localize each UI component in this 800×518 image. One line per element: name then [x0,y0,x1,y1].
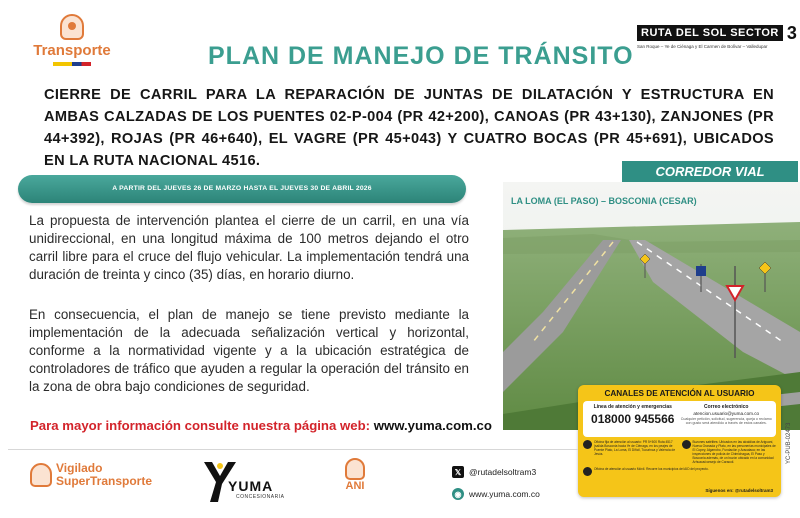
corredor-caption: LA LOMA (EL PASO) – BOSCONIA (CESAR) [511,196,697,206]
office-buzones [682,440,777,464]
canales-title: CANALES DE ATENCIÓN AL USUARIO [604,389,755,398]
email-note: Cualquier petición, solicitud, sugerencia, queja o reclamo con gusto será atendido a través de estos canales. [680,417,772,425]
more-info-lead: Para mayor información consulte nuestra página web: [30,418,371,433]
office-fixed-text: Oficina fija de atención al usuario: PR 5+500 Ruta 4517 (salida Bosconia hacia Ye de Ciénaga, en los peajes de Puente Plato, La Loma, El Difícil, Tucurinca y Valencia de Jesús. [594,440,676,456]
email-label: Correo electrónico [704,404,749,410]
email-column [680,404,774,434]
office-mobile [583,467,776,476]
office-fixed [583,440,678,464]
contact-box [583,401,776,437]
canales-social [705,488,773,493]
phone-label: Línea de atención y emergencias [593,404,672,410]
twitter-handle[interactable]: @rutadelsoltram3 [469,467,537,477]
twitter-row[interactable] [452,463,540,481]
document-code: YC-PUB-02473 [786,422,792,464]
coat-of-arms-icon [60,14,84,40]
phone-number[interactable]: 018000 945566 [591,412,675,426]
sector-number: 3 [786,23,797,43]
yuma-subtitle: CONCESIONARIA [236,494,285,500]
bus-icon [583,467,592,476]
social-handle[interactable]: @rutadelsoltram3 [734,488,773,493]
email-address[interactable]: atencion.usuario@yuma.com.co [693,411,760,416]
ruta-subtitle: San Roque – Ye de Ciénaga y El Carmen de Bolívar – Valledupar [637,44,768,49]
transporte-logo-text: Transporte [33,42,111,59]
offices-grid [583,440,776,464]
office-buzones-text: Buzones satélites: Ubicados en las alcaldías de Ariguaní, Nueva Granada y Plato, en las personerías municipales de El Copey, Algarrobo, Fundación y Aracataca; en las inspecciones de policía de Chimichagua, El Paso y Bosconia además, de un buzón ubicado en la comunidad Arhuaca/consejo de Caracolí. [692,440,776,464]
description-paragraph-2: En consecuencia, el plan de manejo se tiene previsto mediante la implementación de la adecuada señalización vertical y horizontal, conforme a la normatividad vigente y a la ubicación estratégica de controladores de tráfico que ayuden a regular la operación del tránsito en la zona de obra bajo condiciones de seguridad. [29,307,469,394]
coat-of-arms-icon [30,463,52,487]
web-row[interactable] [452,485,540,503]
vigilado-line2: SuperTransporte [56,474,153,488]
yuma-name: YUMA [228,478,274,494]
offices-grid-2 [583,467,776,476]
ani-name: ANI [345,480,365,492]
social-follow-label: Síguenos en: [705,488,734,493]
ruta-label: RUTA DEL SOL SECTOR [637,25,783,41]
vigilado-line1: Vigilado [56,461,103,475]
x-twitter-icon: 𝕏 [452,466,464,478]
footer-socials [452,463,540,507]
ruta-del-sol-logo [637,23,797,49]
footer-divider [8,449,578,450]
vigilado-logo [30,462,152,488]
office-mobile-text: Oficina de atención al usuario Móvil. Recorre los municipios del AID del proyecto. [594,467,709,471]
phone-column [586,404,680,434]
website-link[interactable]: www.yuma.com.co [373,418,492,433]
date-banner: A PARTIR DEL JUEVES 26 DE MARZO HASTA EL JUEVES 30 DE ABRIL 2026 [18,175,466,203]
page-title: PLAN DE MANEJO DE TRÁNSITO [208,42,634,70]
location-icon [583,440,592,449]
mailbox-icon [682,440,691,449]
description-paragraph-1: La propuesta de intervención plantea el cierre de un carril, en una vía unidireccional, en una longitud máxima de 100 metros dejando el otro carril libre para el cruce del flujo vehicular. La implementación tendrá una duración de treinta y cinco (35) días, en horario diurno. [29,213,469,282]
canales-card [578,385,781,497]
colombia-flag-stripe [53,62,91,66]
corredor-vial-banner: CORREDOR VIAL [622,161,798,182]
coat-of-arms-icon [345,458,365,480]
yuma-logo [200,458,292,504]
globe-icon: ◉ [452,488,464,500]
more-info-line [30,418,492,433]
ani-logo [340,458,370,492]
transporte-logo [26,14,118,72]
headline: CIERRE DE CARRIL PARA LA REPARACIÓN DE JUNTAS DE DILATACIÓN Y ESTRUCTURA EN AMBAS CALZADAS DE LOS PUENTES 02-P-004 (PR 42+200), CANOAS (PR 43+130), ZANJONES (PR 44+392), ROJAS (PR 46+640), EL VAGRE (PR 45+043) Y CUATRO BOCAS (PR 45+691), UBICADOS EN LA RUTA NACIONAL 4516. [44,87,774,169]
footer-website[interactable]: www.yuma.com.co [469,489,540,499]
